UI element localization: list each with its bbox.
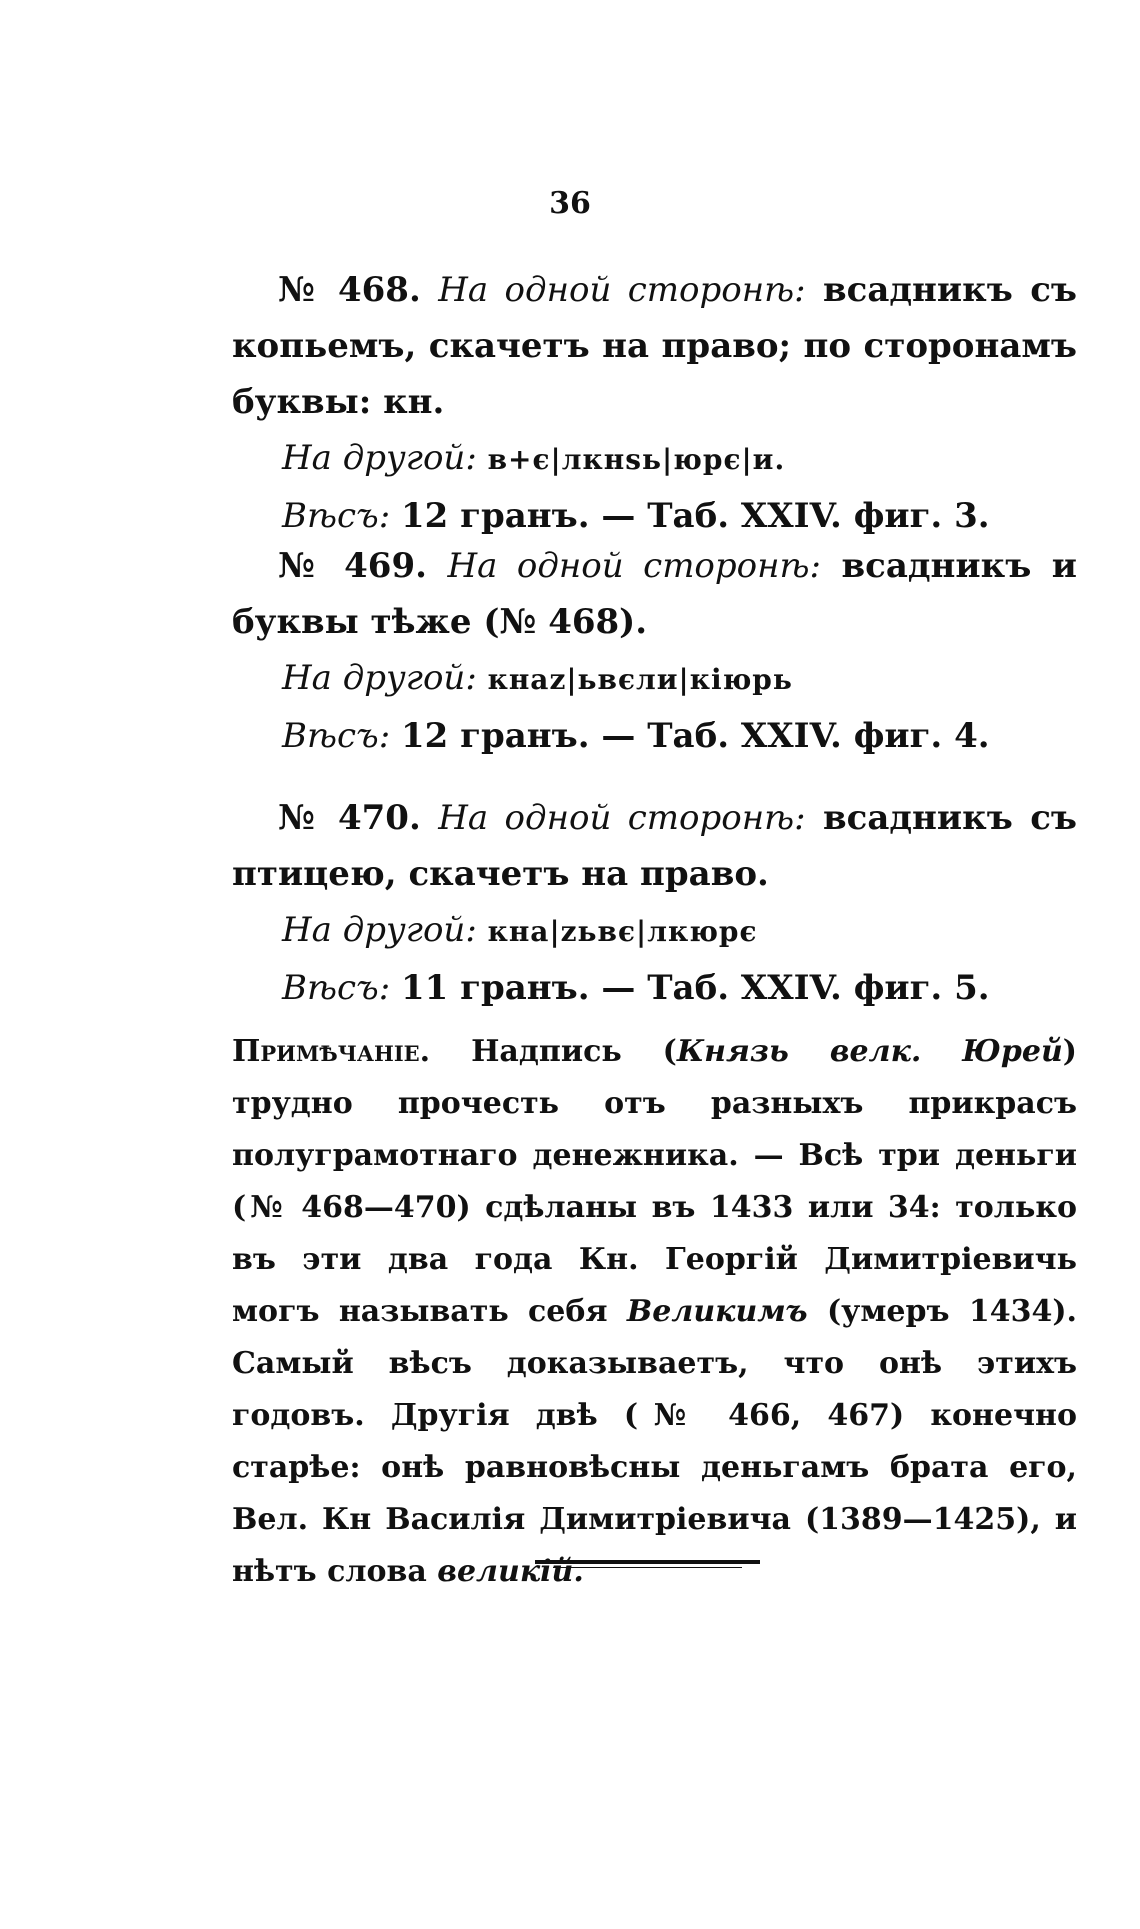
note-text-1: Надпись ( <box>471 1034 677 1069</box>
note-text-2: ) трудно прочесть отъ разныхъ прикрасъ полуграмотнаго денежника. — Всѣ три деньги (№ 468—470) сдѣланы въ 1433 или 34: только въ эти два года Кн. Георгій Димитріевичь могъ называть себя <box>232 1034 1077 1329</box>
side-one-label: На одной сторонѣ: <box>438 270 806 310</box>
side-two-line <box>232 902 1077 960</box>
weight-label: Вѣсъ: <box>282 716 391 756</box>
side-one-label: На одной сторонѣ: <box>438 798 806 838</box>
side-two-label: На другой: <box>282 438 477 478</box>
note-text-3: (умеръ 1434). Самый вѣсъ доказываетъ, что онѣ этихъ годовъ. Другія двѣ (№ 466, 467) конечно старѣе: онѣ равновѣсны деньгамъ брата его, Вел. Кн Василія Димитріевича (1389—1425), и нѣтъ слова <box>232 1294 1077 1589</box>
weight-line <box>232 960 1077 1016</box>
catalog-entry-470 <box>232 790 1077 1016</box>
side-one-text: всадникъ и буквы тѣже (№ 468). <box>232 546 1078 642</box>
weight-text: 12 гранъ. — Таб. XXIV. фиг. 4. <box>400 716 990 756</box>
weight-line <box>232 708 1077 764</box>
catalog-entry-469 <box>232 538 1077 764</box>
entry-number: № 470. <box>278 798 421 838</box>
entry-description <box>232 790 1077 902</box>
inscription-text: кнаz|ьвєли|кіюрь <box>487 663 793 696</box>
note-italic-1: Князь велк. Юрей <box>676 1034 1063 1069</box>
side-two-line <box>232 650 1077 708</box>
entry-number: № 468. <box>278 270 421 310</box>
catalog-entry-468 <box>232 262 1077 544</box>
weight-label: Вѣсъ: <box>282 496 391 536</box>
side-one-text: всадникъ съ птицею, скачетъ на право. <box>232 798 1077 894</box>
note-italic-2: Великимъ <box>626 1294 808 1329</box>
side-two-label: На другой: <box>282 658 477 698</box>
note-lead: Примѣчаніе. <box>232 1034 431 1069</box>
note-italic-3: великій. <box>437 1554 584 1589</box>
side-two-label: На другой: <box>282 910 477 950</box>
section-divider <box>535 1560 760 1564</box>
weight-text: 12 гранъ. — Таб. XXIV. фиг. 3. <box>400 496 990 536</box>
side-one-label: На одной сторонѣ: <box>447 546 821 586</box>
side-two-line <box>232 430 1077 488</box>
inscription-text: кна|zьвє|лкюрє <box>487 915 758 948</box>
side-one-text: всадникъ съ копьемъ, скачетъ на право; по сторонамъ буквы: кн. <box>232 270 1077 422</box>
page-number: 36 <box>549 186 591 221</box>
entry-description <box>232 262 1077 430</box>
footnote-paragraph <box>232 1026 1077 1598</box>
weight-line <box>232 488 1077 544</box>
entry-number: № 469. <box>278 546 427 586</box>
weight-label: Вѣсъ: <box>282 968 391 1008</box>
entry-description <box>232 538 1077 650</box>
inscription-text: в+є|лкнѕь|юрє|и. <box>487 443 786 476</box>
weight-text: 11 гранъ. — Таб. XXIV. фиг. 5. <box>400 968 990 1008</box>
